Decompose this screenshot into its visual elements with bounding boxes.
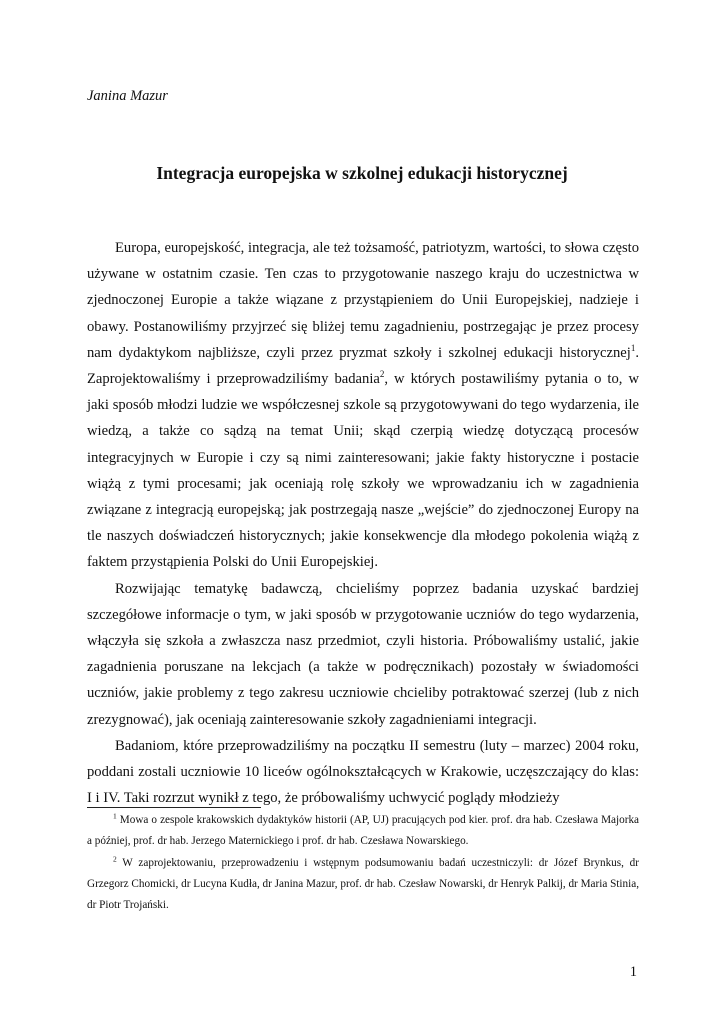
paragraph-text: Europa, europejskość, integracja, ale też tożsamość, patriotyzm, wartości, to słowa często używane w ostatnim czasie. Ten czas to przygotowanie naszego kraju do uczestnictwa w zjednoczonej Europie a także wiązane z przystąpieniem do Unii Europejskiej, nadzieje i obawy. Postanowiliśmy przyjrzeć się bliżej temu zagadnieniu, postrzegając je przez procesy nam dydaktykom najbliższe, czyli przez pryzmat szkoły i szkolnej edukacji historycznej — [87, 240, 639, 361]
paragraph: Rozwijając tematykę badawczą, chcieliśmy poprzez badania uzyskać bardziej szczegółowe informacje o tym, w jaki sposób w przygotowanie uczniów do tego wydarzenia, włączyła się szkoła a zwłaszcza nasz przedmiot, czyli historia. Próbowaliśmy ustalić, jakie zagadnienia poruszane na lekcjach (a także w podręcznikach) pozostały w świadomości uczniów, jakie problemy z tego zakresu uczniowie chcieliby potraktować szerzej (lub z nich zrezygnować), jak oceniają zainteresowanie szkoły zagadnieniami integracji. — [87, 580, 639, 728]
footnote-text: Mowa o zespole krakowskich dydaktyków historii (AP, UJ) pracujących pod kier. prof. dra hab. Czesława Majorka a później, prof. dr hab. Jerzego Maternickiego i prof. dr hab. Czesława Nowarskiego. — [87, 814, 639, 848]
paragraph-text: . Zaprojektowaliśmy i przeprowadziliśmy badania — [87, 344, 639, 388]
footnote — [87, 853, 639, 917]
document-title: Integracja europejska w szkolnej edukacji historycznej — [156, 163, 568, 183]
footnote-ref[interactable]: 2 — [379, 369, 385, 380]
footnote-ref[interactable]: 1 — [630, 342, 636, 353]
footnote-number: 2 — [113, 853, 117, 863]
footnote-number: 1 — [113, 811, 117, 821]
body-text — [87, 235, 639, 811]
footnote-separator — [87, 807, 261, 808]
footnote-text: W zaprojektowaniu, przeprowadzeniu i wstępnym podsumowaniu badań uczestniczyli: dr Józef Brynkus, dr Grzegorz Chomicki, dr Lucyna Kudła, dr Janina Mazur, prof. dr hab. Czesław Nowarski, dr Henryk Palkij, dr Maria Stinia, dr Piotr Trojański. — [87, 856, 639, 912]
page-number: 1 — [629, 964, 637, 980]
footnote — [87, 810, 639, 853]
paragraph — [87, 235, 639, 576]
paragraph-text: , w których postawiliśmy pytania o to, w jaki sposób młodzi ludzie we współczesnej szkole są przygotowywani do tego wydarzenia, ile wiedzą, a także co sądzą na temat Unii; skąd czerpią wiedzę dotyczącą procesów integracyjnych w Europie i czy są nimi zainteresowani; jakie fakty historyczne i postacie wiążą z tymi procesami; jak oceniają rolę szkoły we wprowadzaniu ich w zagadnienia związane z integracją europejską; jak postrzegają nasze „wejście” do zjednoczonej Europy na tle naszych doświadczeń historycznych; jakie konsekwencje dla młodego pokolenia wiążą z faktem przystąpienia Polski do Unii Europejskiej. — [87, 371, 639, 571]
author-name: Janina Mazur — [87, 88, 168, 104]
footnotes — [87, 810, 639, 916]
paragraph: Badaniom, które przeprowadziliśmy na początku II semestru (luty – marzec) 2004 roku, poddani zostali uczniowie 10 liceów ogólnokształcących w Krakowie, uczęszczający do klas: I i IV. Taki rozrzut wynikł z tego, że próbowaliśmy uchwycić poglądy młodzieży — [87, 737, 639, 807]
